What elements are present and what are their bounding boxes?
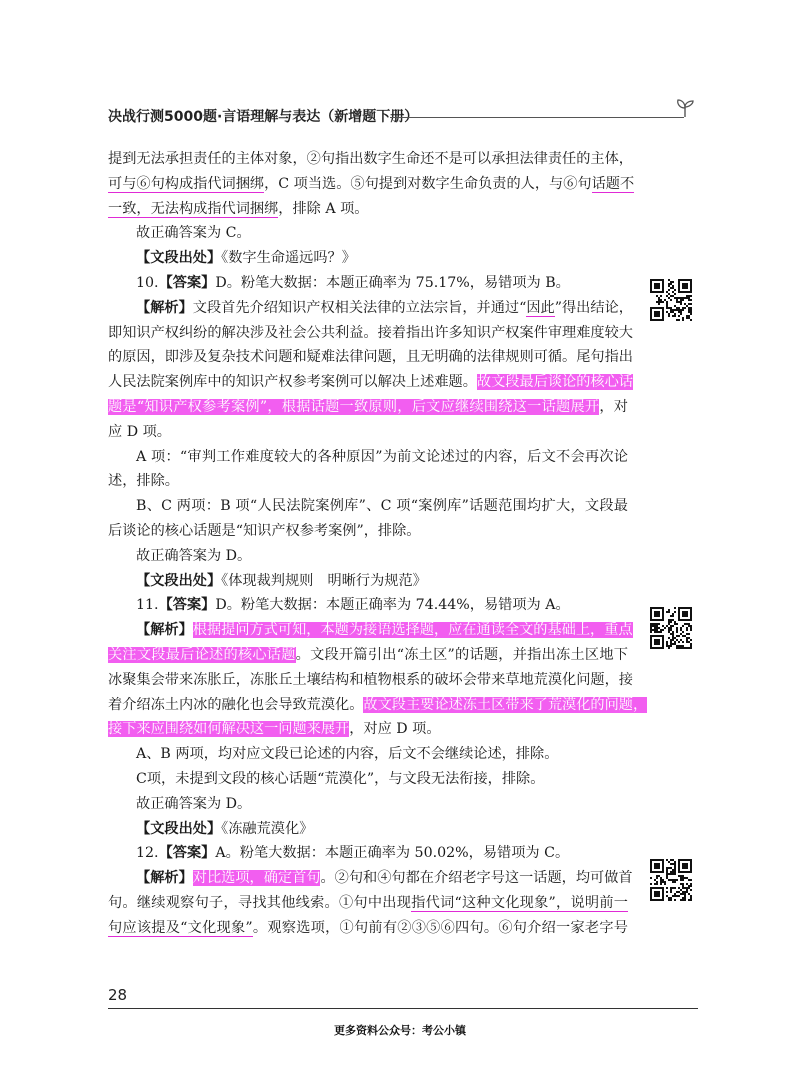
text-span: 12. <box>136 845 159 862</box>
text-line <box>108 544 628 569</box>
underlined-text: 因此 <box>526 299 555 316</box>
header-rule <box>390 117 684 118</box>
highlighted-text: 故文段主要论述冻土区带来了荒漠化的问题， <box>363 696 648 713</box>
qr-code-icon[interactable] <box>650 859 692 901</box>
underlined-text: 句应该提及“文化现象” <box>108 919 253 936</box>
underlined-text: 指代词“这种文化现象”，说明前一 <box>411 894 628 911</box>
footer-rule <box>108 1008 698 1009</box>
text-span: ，排除 A 项。 <box>278 200 369 217</box>
text-line <box>108 866 633 891</box>
section-label: 【答案】 <box>158 274 216 291</box>
text-span: 。观察选项，①句前有②③⑤⑥四句。⑥句介绍一家老字号 <box>252 919 628 936</box>
text-line <box>108 296 633 321</box>
text-span: C项，未提到文段的核心话题“荒漠化”，与文段无法衔接，排除。 <box>136 770 545 787</box>
text-line <box>108 445 628 470</box>
highlighted-text: 对比选项，确定首句 <box>192 870 321 887</box>
text-span: 即知识产权纠纷的解决涉及社会公共利益。接着指出许多知识产权案件审理难度较大 <box>108 324 633 341</box>
text-span: 11. <box>136 597 159 614</box>
text-span: 《数字生命遥远吗？》 <box>221 250 356 267</box>
text-span: 述，排除。 <box>108 473 179 490</box>
text-line <box>108 197 628 222</box>
underlined-text: 一致，无法构成指代词捆绑 <box>108 200 279 217</box>
section-label: 【文段出处】 <box>136 572 222 589</box>
text-line <box>108 841 628 866</box>
text-line <box>108 693 648 718</box>
text-span: D。粉笔大数据：本题正确率为 74.44%，易错项为 A。 <box>215 597 570 614</box>
highlighted-text: 题是“知识产权参考案例”，根据话题一致原则，后文应继续围绕这一话题展开 <box>108 398 600 415</box>
text-line <box>108 469 628 494</box>
text-span: 人民法院案例库中的知识产权参考案例可以解决上述难题。 <box>108 374 477 391</box>
text-span: ”得出结论， <box>554 299 633 316</box>
text-line <box>108 742 628 767</box>
section-label: 【解析】 <box>136 870 193 887</box>
text-span: 故正确答案为 C。 <box>136 225 251 242</box>
text-line <box>108 395 628 420</box>
text-line <box>108 370 633 395</box>
text-line <box>108 593 628 618</box>
section-label: 【解析】 <box>136 299 193 316</box>
text-span: A、B 两项，均对应文段已论述的内容，后文不会继续论述，排除。 <box>136 746 559 763</box>
text-line <box>108 519 628 544</box>
running-header <box>108 104 696 134</box>
text-span: 后谈论的核心话题是“知识产权参考案例”，排除。 <box>108 522 421 539</box>
text-span: 提到无法承担责任的主体对象，②句指出数字生命还不是可以承担法律责任的主体， <box>108 151 633 167</box>
text-line <box>108 172 635 197</box>
footer-note: 更多资料公众号：考公小镇 <box>334 1024 466 1037</box>
text-line <box>108 668 633 693</box>
section-label: 【文段出处】 <box>136 250 222 267</box>
text-line <box>108 817 628 842</box>
text-span: 故正确答案为 D。 <box>136 795 252 812</box>
text-span: ，对应 D 项。 <box>349 721 441 738</box>
qr-code-icon[interactable] <box>650 279 692 321</box>
text-line <box>108 271 628 296</box>
text-span: 冰聚集会带来冻胀丘，冻胀丘土壤结构和植物根系的破坏会带来草地荒漠化问题，接 <box>108 671 633 688</box>
text-line <box>108 246 628 271</box>
text-span: D。粉笔大数据：本题正确率为 75.17%，易错项为 B。 <box>215 274 570 291</box>
text-line <box>108 643 628 668</box>
text-line <box>108 792 628 817</box>
underlined-text: 可与⑥句构成指代词捆绑 <box>108 175 265 192</box>
book-title: 决战行测5000题·言语理解与表达（新增题下册） <box>108 109 419 125</box>
text-line <box>108 147 633 172</box>
text-span: A 项：“审判工作难度较大的各种原因”为前文论述过的内容，后文不会再次论 <box>136 448 628 465</box>
text-span: 的原因，即涉及复杂技术问题和疑难法律问题，且无明确的法律规则可循。尾句指出 <box>108 349 633 366</box>
highlighted-text: 关注文段最后论述的核心话题 <box>108 646 296 663</box>
page-number: 28 <box>108 986 128 1004</box>
text-span: 文段首先介绍知识产权相关法律的立法宗旨，并通过“ <box>192 299 527 316</box>
text-line <box>108 494 628 519</box>
highlighted-text: 接下来应围绕如何解决这一问题来展开 <box>108 721 350 738</box>
text-span: 10. <box>136 274 159 291</box>
text-line <box>108 891 628 916</box>
text-line <box>108 221 628 246</box>
highlighted-text: 根据提问方式可知，本题为接语选择题，应在通读全文的基础上，重点 <box>192 622 633 639</box>
text-span: 句。继续观察句子，寻找其他线索。①句中出现 <box>108 894 412 911</box>
highlighted-text: 故文段最后谈论的核心话 <box>476 374 633 391</box>
section-label: 【答案】 <box>158 597 216 614</box>
text-line <box>108 618 633 643</box>
text-line <box>108 916 628 941</box>
qr-code-icon[interactable] <box>650 607 692 649</box>
text-span: 故正确答案为 D。 <box>136 547 252 564</box>
text-span: 。文段开篇引出“冻土区”的话题，并指出冻土区地下 <box>295 646 628 663</box>
text-span: 。②句和④句都在介绍老字号这一话题，均可做首 <box>320 870 633 887</box>
text-line <box>108 717 628 742</box>
text-span: 《体现裁判规则 明晰行为规范》 <box>221 572 427 589</box>
answer-explanation-text <box>108 147 648 941</box>
text-line <box>108 767 628 792</box>
text-span: ，C 项当选。⑤句提到对数字生命负责的人，与⑥句 <box>264 175 592 192</box>
text-line <box>108 420 628 445</box>
text-span: B、C 两项：B 项“人民法院案例库”、C 项“案例库”话题范围均扩大，文段最 <box>136 498 628 515</box>
underlined-text: 话题不 <box>591 175 635 192</box>
text-span: 着介绍冻土内冰的融化也会导致荒漠化。 <box>108 696 364 713</box>
section-label: 【文段出处】 <box>136 820 222 837</box>
text-line <box>108 345 633 370</box>
section-label: 【答案】 <box>158 845 216 862</box>
sprout-icon <box>674 96 696 118</box>
text-line <box>108 569 628 594</box>
text-span: 应 D 项。 <box>108 423 171 440</box>
text-span: 《冻融荒漠化》 <box>221 820 314 837</box>
text-span: ，对 <box>599 398 628 415</box>
text-line <box>108 321 633 346</box>
text-span: A。粉笔大数据：本题正确率为 50.02%，易错项为 C。 <box>215 845 570 862</box>
section-label: 【解析】 <box>136 622 193 639</box>
